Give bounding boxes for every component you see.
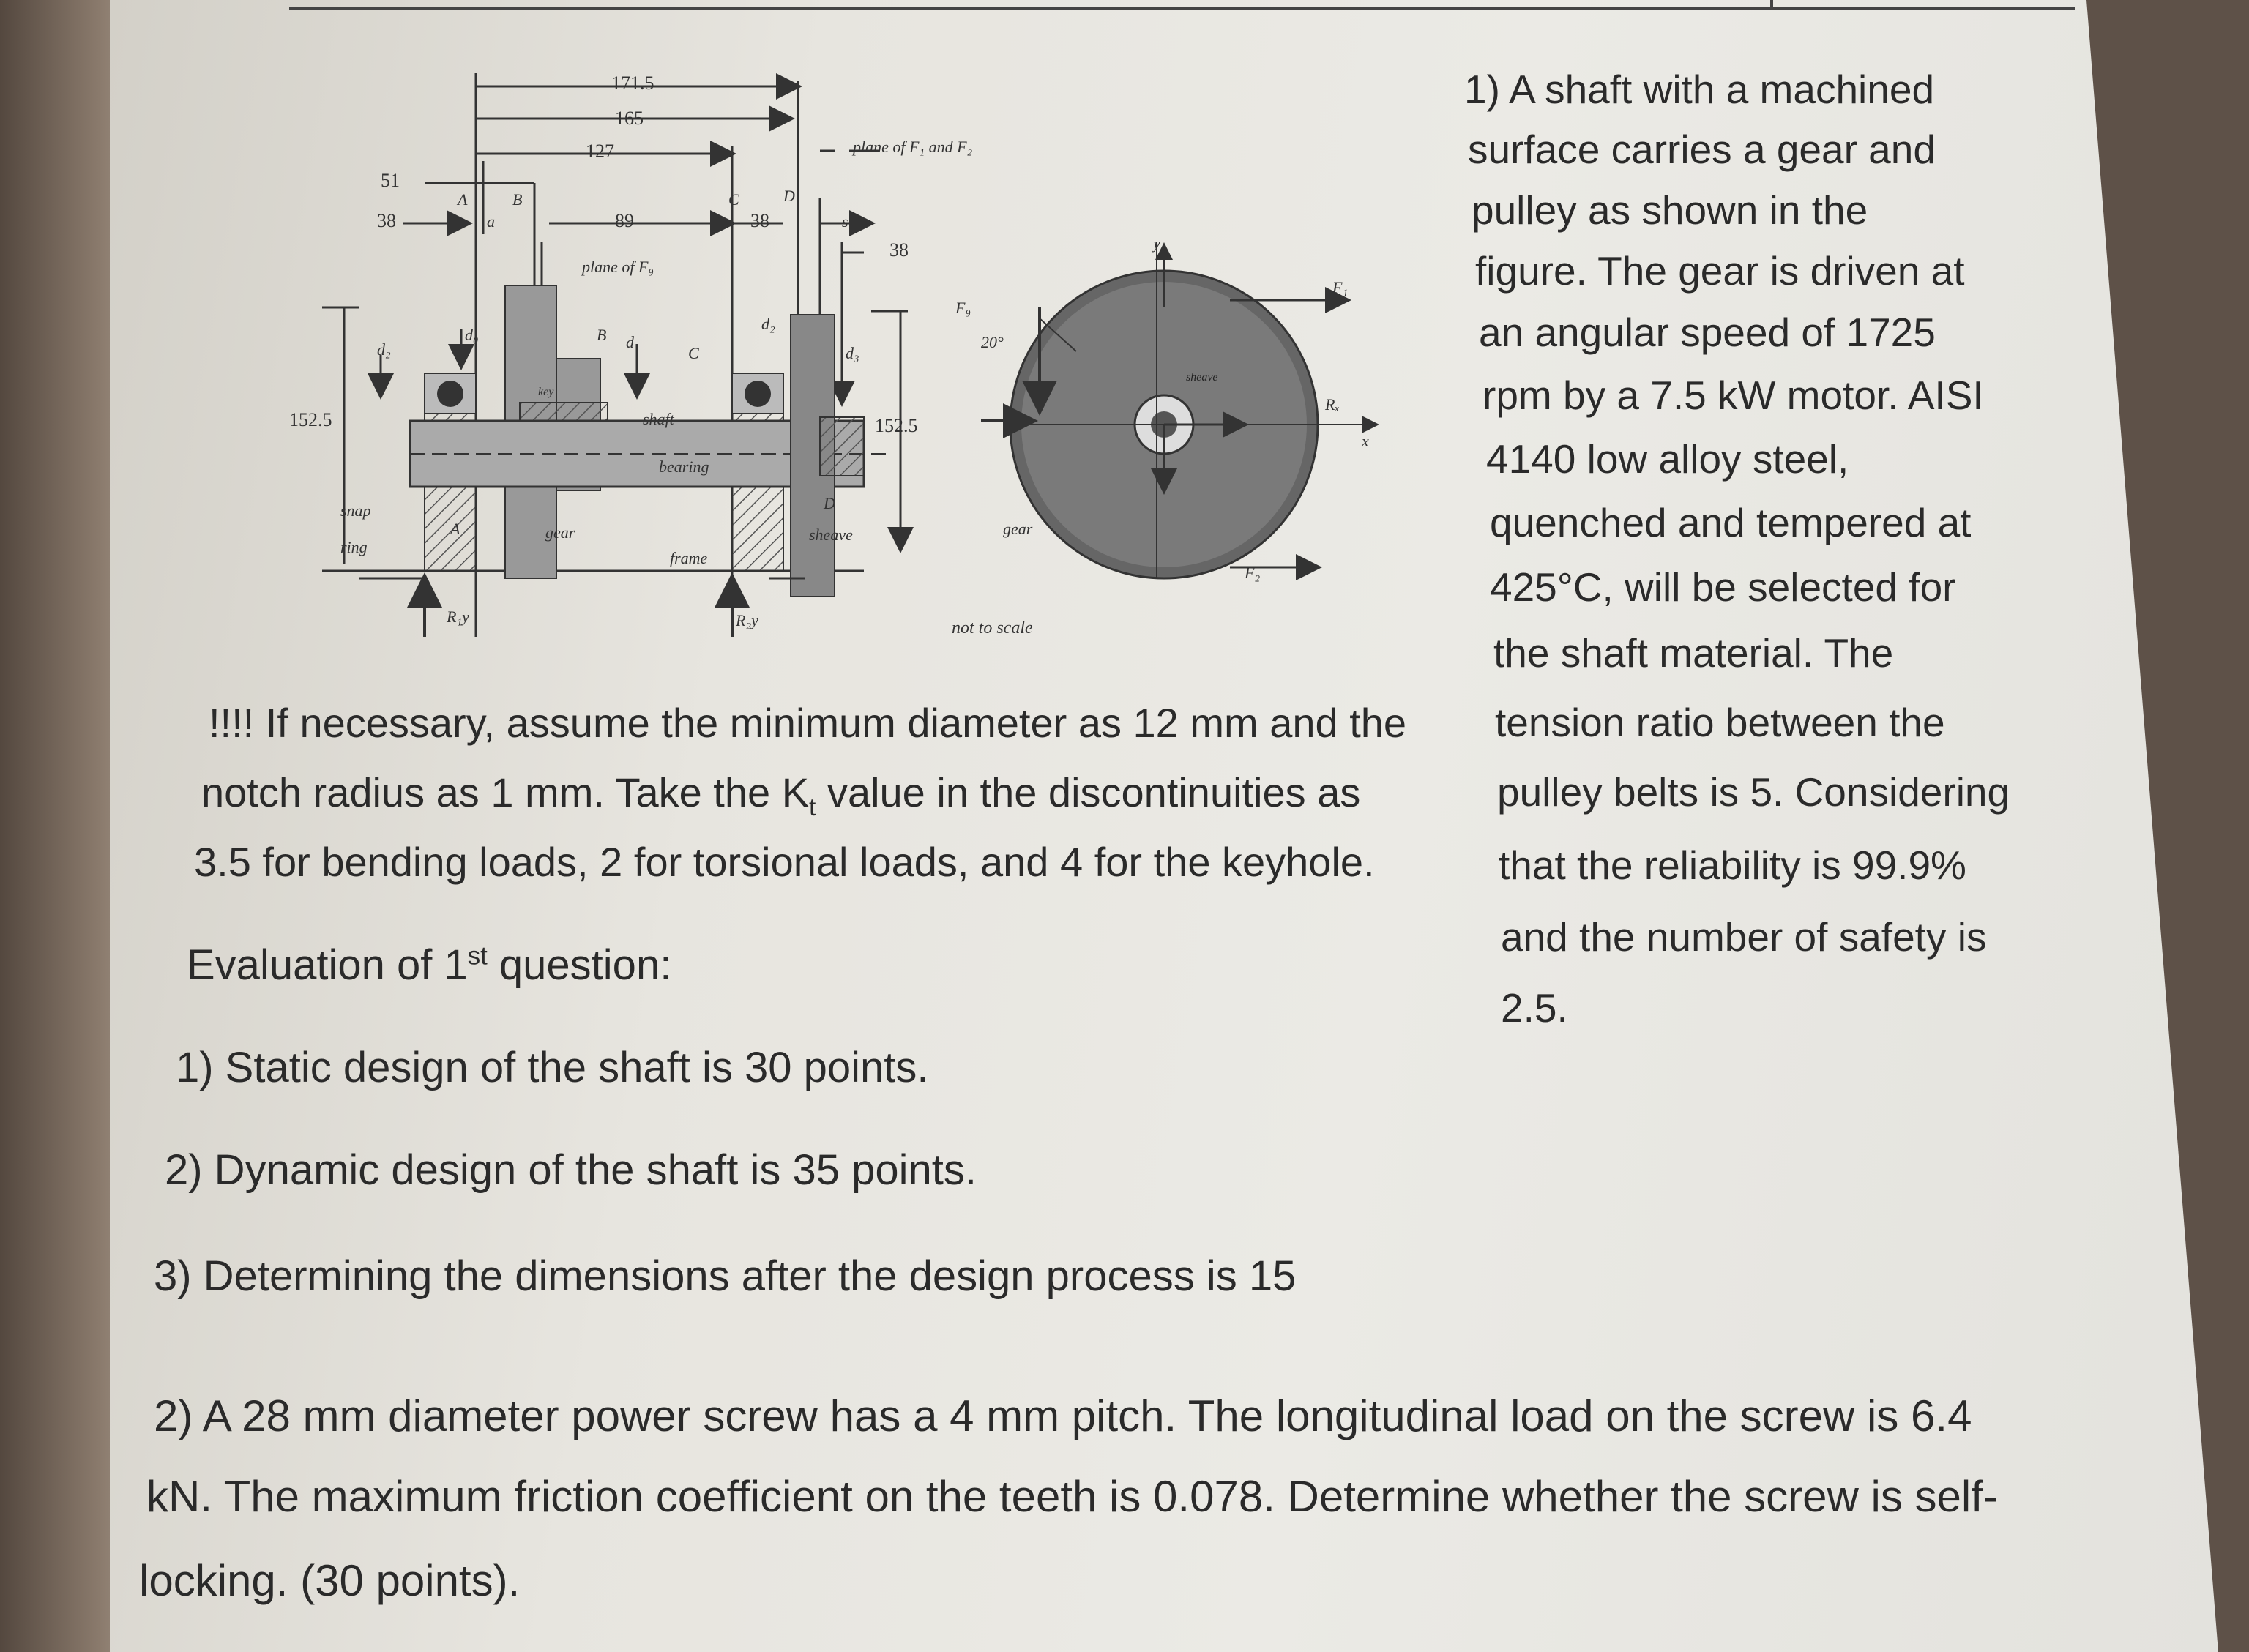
label-R1y: R₁y (447, 608, 469, 626)
evaluation-title: Evaluation of 1st question: (187, 941, 672, 989)
q1-line-1: 1) A shaft with a machined (1464, 67, 1935, 112)
label-C: C (728, 190, 739, 209)
label-d2-left: d₂ (377, 340, 391, 359)
label-D: D (783, 187, 795, 205)
label-sheave: sheave (809, 526, 853, 544)
label-s: s (842, 212, 848, 231)
q1-line-2: surface carries a gear and (1468, 127, 1936, 172)
dim-38-right: 38 (889, 239, 909, 261)
q1-line-8: quenched and tempered at (1490, 500, 1972, 545)
label-plane-f1f2: plane of F₁ and F₂ (853, 138, 973, 156)
dim-51: 51 (381, 170, 400, 191)
table-border-tick (1770, 0, 1773, 9)
label-gear-side: gear (1003, 520, 1033, 538)
label-x: x (1362, 432, 1369, 450)
q1-line-10: the shaft material. The (1493, 630, 1894, 676)
label-F2: F₂ (1245, 564, 1261, 582)
label-plane-fg: plane of F₉ (582, 258, 654, 276)
question-2-line-2: kN. The maximum friction coefficient on the teeth is 0.078. Determine whether the screw is self- (146, 1472, 1998, 1521)
dim-152-5-right: 152.5 (875, 415, 918, 436)
note-line-3: 3.5 for bending loads, 2 for torsional loads, and 4 for the keyhole. (194, 839, 1375, 885)
q1-line-13: that the reliability is 99.9% (1499, 842, 1966, 888)
label-not-to-scale: not to scale (952, 618, 1033, 638)
label-A: A (458, 190, 468, 209)
dim-171-5: 171.5 (611, 72, 654, 94)
label-B2: B (597, 326, 607, 344)
shaft-figure (278, 51, 1420, 666)
label-d3: d₃ (846, 344, 859, 362)
label-D2: D (824, 494, 835, 512)
dim-38-mid: 38 (750, 210, 769, 231)
dim-127: 127 (586, 141, 614, 162)
note-line-1: !!!! If necessary, assume the minimum diameter as 12 mm and the (209, 700, 1407, 746)
label-d1: d₁ (626, 333, 640, 351)
q1-line-14: and the number of safety is (1501, 914, 1987, 960)
label-B: B (512, 190, 523, 209)
label-A2: A (450, 520, 460, 538)
q1-line-3: pulley as shown in the (1472, 187, 1868, 233)
label-ring: ring (340, 538, 368, 556)
label-sheave-small: sheave (1186, 371, 1218, 384)
label-C2: C (688, 344, 699, 362)
q1-line-5: an angular speed of 1725 (1479, 310, 1936, 355)
q1-line-6: rpm by a 7.5 kW motor. AISI (1482, 373, 1984, 418)
q1-line-7: 4140 low alloy steel, (1486, 436, 1849, 482)
label-shaft: shaft (643, 410, 674, 428)
q1-line-12: pulley belts is 5. Considering (1497, 769, 2010, 815)
q1-line-4: figure. The gear is driven at (1475, 248, 1965, 294)
dim-38-left: 38 (377, 210, 396, 231)
label-angle: 20° (981, 333, 1004, 351)
label-y: y (1153, 234, 1160, 253)
label-Fg: F₉ (955, 299, 971, 317)
label-key: key (538, 386, 554, 398)
label-frame: frame (670, 549, 708, 567)
table-border-line (289, 0, 2075, 10)
evaluation-item-1: 1) Static design of the shaft is 30 points. (176, 1044, 929, 1091)
label-R2y: R₂y (736, 611, 758, 629)
dim-152-5-left: 152.5 (289, 409, 332, 430)
question-2-line-1: 2) A 28 mm diameter power screw has a 4 mm pitch. The longitudinal load on the screw is 6.4 (154, 1391, 1972, 1440)
q1-line-11: tension ratio between the (1495, 700, 1945, 745)
dim-89: 89 (615, 210, 634, 231)
label-Rx: Rₓ (1325, 395, 1340, 414)
label-bearing: bearing (659, 457, 709, 476)
dim-165: 165 (615, 108, 644, 129)
q1-line-9: 425°C, will be selected for (1490, 564, 1956, 610)
evaluation-item-3: 3) Determining the dimensions after the design process is 15 (154, 1252, 1297, 1300)
label-snap: snap (340, 501, 371, 520)
label-d0: d₀ (465, 326, 479, 344)
label-gear: gear (545, 523, 575, 542)
label-d2-right: d₂ (761, 315, 775, 333)
note-line-2: notch radius as 1 mm. Take the $K_t$ value in the discontinuities as (201, 769, 1361, 822)
label-F1: F₁ (1332, 278, 1349, 296)
label-a: a (487, 212, 495, 231)
evaluation-item-2: 2) Dynamic design of the shaft is 35 points. (165, 1146, 977, 1194)
q1-line-15: 2.5. (1501, 985, 1568, 1031)
question-2-line-3: locking. (30 points). (139, 1556, 521, 1605)
